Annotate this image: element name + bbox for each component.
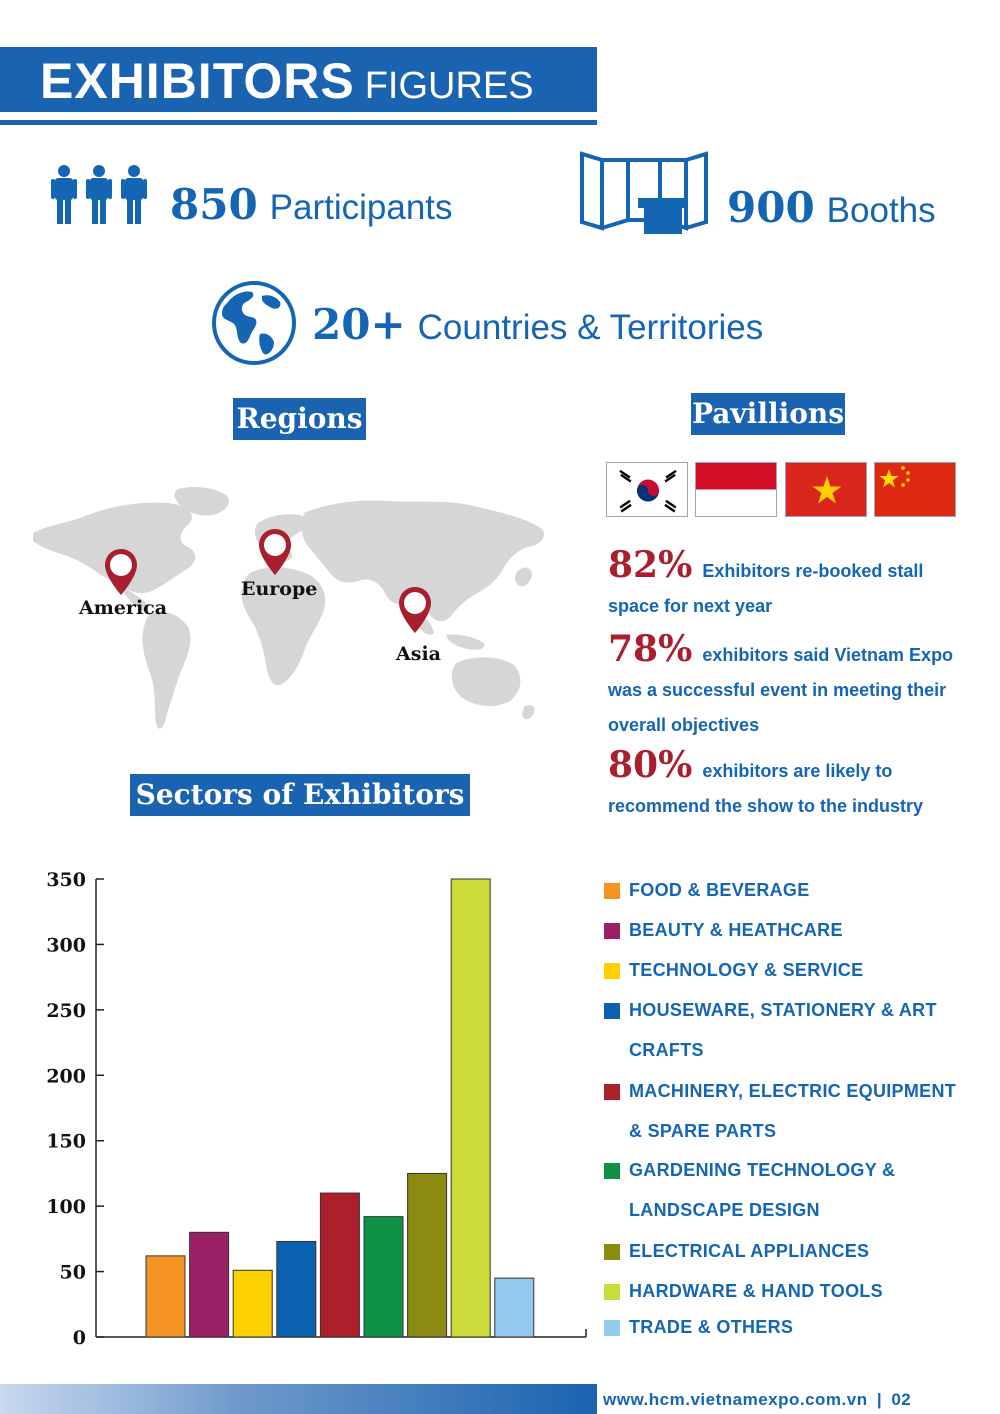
y-tick-label: 200 [46, 1065, 86, 1088]
regions-title: Regions [233, 398, 366, 440]
bar-4 [277, 1241, 316, 1337]
china-flag [874, 462, 956, 517]
y-tick-label: 300 [46, 934, 86, 957]
page-number: 02 [891, 1390, 912, 1409]
sectors-title: Sectors of Exhibitors [130, 774, 470, 816]
stat-80 [608, 744, 924, 824]
legend-label: ELECTRICAL APPLIANCES [629, 1241, 870, 1261]
legend-label-line2: & SPARE PARTS [629, 1121, 777, 1141]
participants-number: 850 [170, 180, 258, 229]
legend-swatch [604, 963, 620, 979]
title-main: EXHIBITORS [40, 53, 355, 109]
legend-swatch [604, 1163, 620, 1179]
stat-82 [608, 544, 924, 624]
legend-label: GARDENING TECHNOLOGY & [629, 1160, 896, 1180]
booth-icon [578, 150, 710, 236]
europe-label: Europe [241, 578, 318, 600]
indonesia-flag [695, 462, 777, 517]
legend-swatch [604, 1084, 620, 1100]
europe-pin-icon [257, 527, 293, 577]
legend-label: TRADE & OTHERS [629, 1317, 794, 1337]
footer-separator: | [876, 1390, 883, 1409]
booths-stat [727, 183, 936, 232]
legend-label-line2: LANDSCAPE DESIGN [629, 1200, 820, 1220]
footer-url[interactable]: www.hcm.vietnamexpo.com.vn [603, 1390, 868, 1409]
globe-icon [210, 280, 298, 366]
pct-value: 80% [608, 744, 693, 786]
y-tick-label: 350 [46, 869, 86, 891]
pct-text-line1: exhibitors said Vietnam Expo [702, 645, 954, 665]
booths-label: Booths [826, 191, 936, 230]
pct-text-line3: overall objectives [608, 715, 760, 735]
pavillions-title: Pavillions [691, 393, 845, 435]
booths-number: 900 [727, 183, 815, 232]
title-underline [0, 120, 597, 125]
countries-number: 20+ [312, 300, 406, 349]
pct-text-line2: was a successful event in meeting their [608, 680, 947, 700]
bar-8 [451, 879, 490, 1337]
y-tick-label: 250 [46, 999, 86, 1022]
asia-label: Asia [396, 643, 441, 665]
y-tick-label: 50 [59, 1261, 86, 1284]
pct-text-line1: exhibitors are likely to [702, 761, 893, 781]
america-pin-icon [103, 547, 139, 597]
pct-text-line2: recommend the show to the industry [608, 796, 924, 816]
legend-label: HARDWARE & HAND TOOLS [629, 1281, 883, 1301]
countries-stat [312, 300, 763, 349]
bar-9 [495, 1278, 534, 1337]
legend-label-line2: CRAFTS [629, 1040, 704, 1060]
participants-label: Participants [269, 188, 453, 227]
legend-swatch [604, 1320, 620, 1336]
legend-label: HOUSEWARE, STATIONERY & ART [629, 1000, 937, 1020]
bar-7 [408, 1173, 447, 1337]
y-tick-label: 0 [72, 1327, 86, 1349]
vietnam-flag [785, 462, 867, 517]
legend-label: BEAUTY & HEATHCARE [629, 920, 843, 940]
bar-5 [320, 1193, 359, 1337]
south-korea-flag [606, 462, 688, 517]
participants-stat [170, 180, 453, 229]
page-title [40, 52, 534, 110]
asia-pin-icon [397, 585, 433, 635]
legend-swatch [604, 883, 620, 899]
bar-2 [190, 1232, 229, 1337]
legend-swatch [604, 923, 620, 939]
pct-text-line2: space for next year [608, 596, 773, 616]
countries-label: Countries & Territories [417, 308, 764, 347]
bar-1 [146, 1256, 185, 1337]
legend-label: MACHINERY, ELECTRIC EQUIPMENT [629, 1081, 957, 1101]
legend-swatch [604, 1003, 620, 1019]
america-label: America [79, 597, 168, 619]
legend-label: FOOD & BEVERAGE [629, 880, 810, 900]
bar-3 [233, 1270, 272, 1337]
legend-swatch [604, 1244, 620, 1260]
footer [597, 1384, 1000, 1414]
sectors-bar-chart [0, 860, 600, 1360]
legend-swatch [604, 1284, 620, 1300]
stat-78 [608, 628, 954, 743]
bar-6 [364, 1217, 403, 1337]
title-sub: FIGURES [364, 65, 534, 107]
people-icon [50, 164, 150, 226]
pct-value: 82% [608, 544, 693, 586]
y-tick-label: 100 [46, 1196, 86, 1219]
footer-bar [0, 1384, 597, 1414]
pct-text-line1: Exhibitors re-booked stall [702, 561, 924, 581]
legend-label: TECHNOLOGY & SERVICE [629, 960, 864, 980]
y-tick-label: 150 [46, 1130, 86, 1153]
pct-value: 78% [608, 628, 693, 670]
